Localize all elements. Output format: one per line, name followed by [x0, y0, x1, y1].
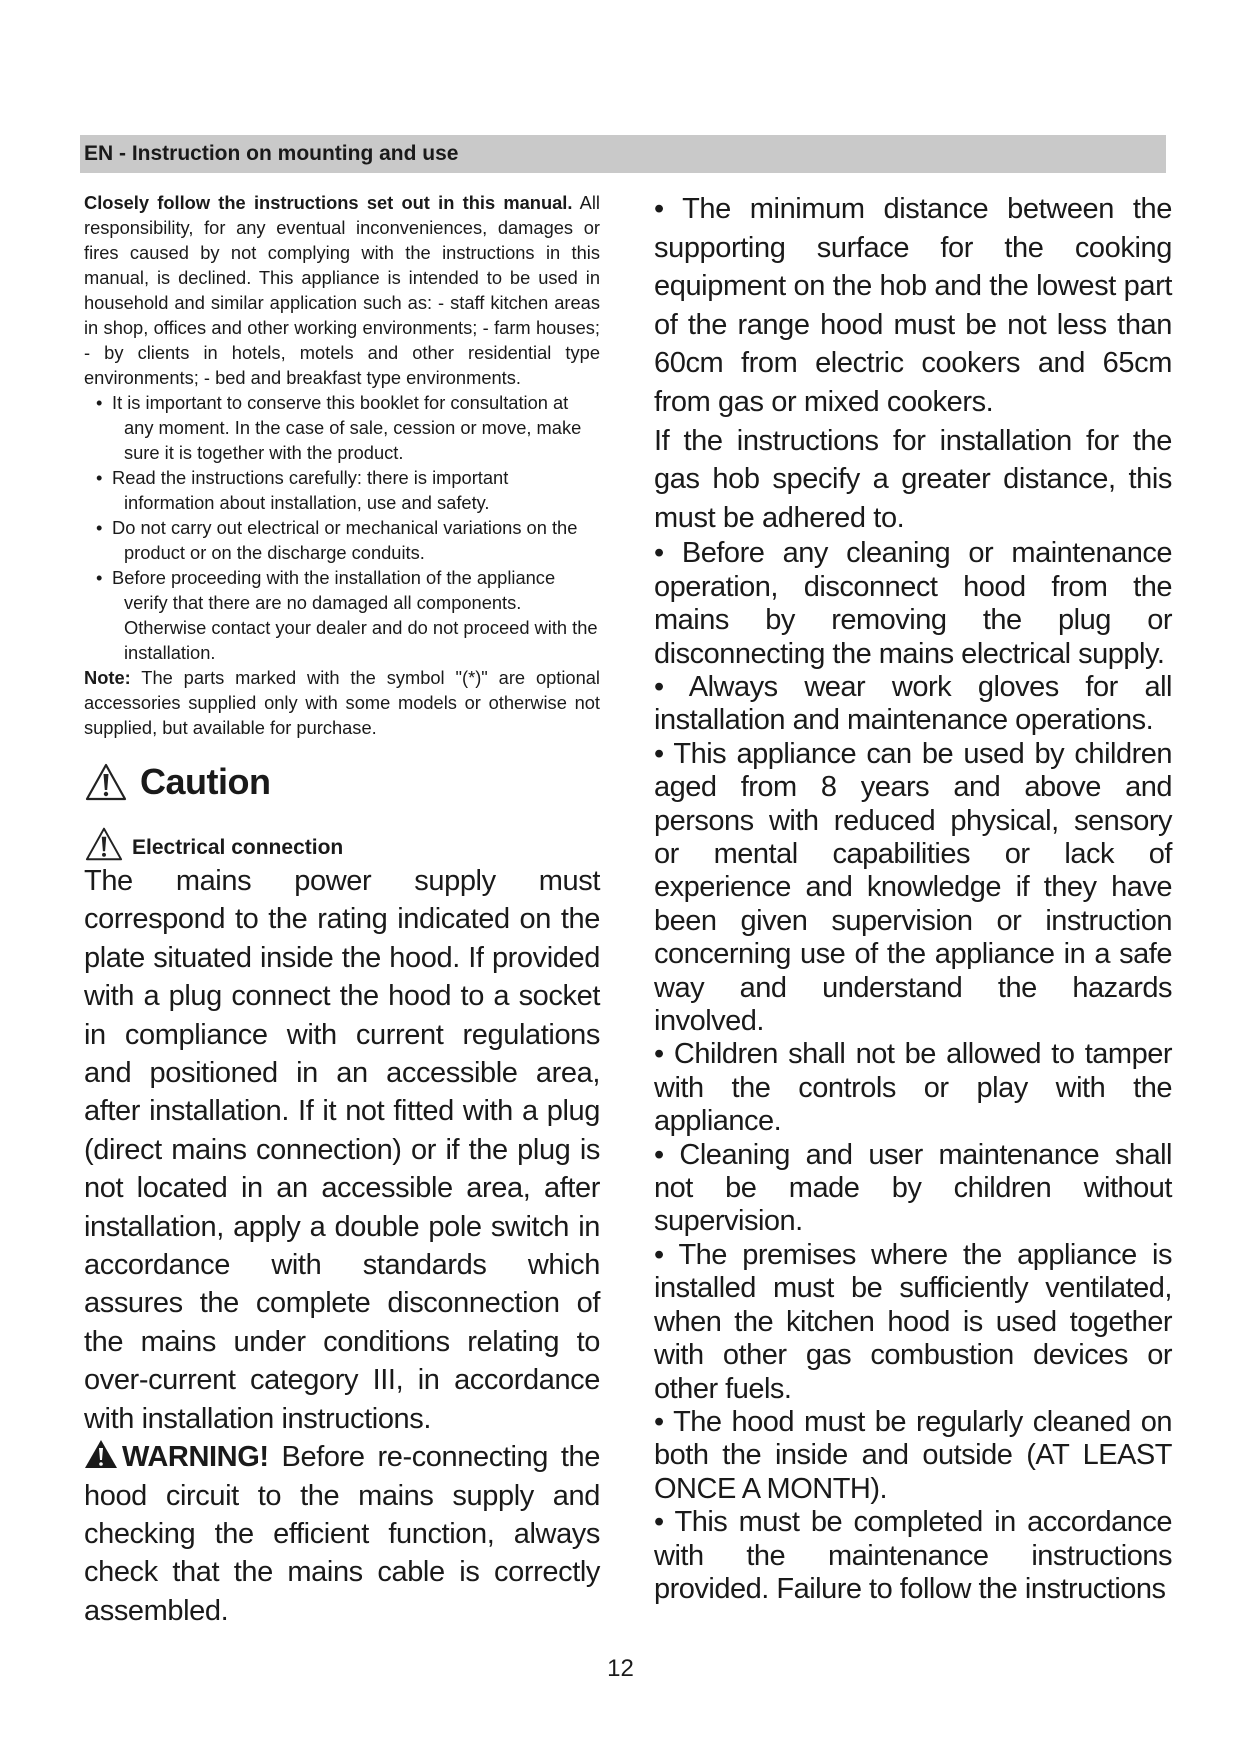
list-item	[84, 515, 600, 565]
caution-title: Caution	[140, 761, 271, 802]
list-item	[84, 390, 600, 465]
list-item	[84, 465, 600, 515]
electrical-connection-title: Electrical connection	[132, 836, 344, 859]
intro-bold-lead: Closely follow the instructions set out in this manual.	[84, 192, 573, 213]
regular-cleaning-paragraph: • The hood must be regularly cleaned on both the inside and outside (AT LEAST ONCE A MONTH).	[654, 1405, 1172, 1505]
note-label: Note:	[84, 667, 131, 688]
warning-triangle-icon	[84, 762, 128, 802]
gloves-paragraph: • Always wear work gloves for all installation and maintenance operations.	[654, 670, 1172, 737]
intro-paragraph	[84, 190, 600, 390]
warning-triangle-icon	[84, 826, 124, 862]
left-column	[84, 190, 600, 1630]
caution-heading	[84, 756, 600, 808]
warning-label: WARNING!	[122, 1441, 269, 1474]
bullet-text: Read the instructions carefully: there is important information about installation, use and safety.	[112, 467, 509, 513]
note-paragraph	[84, 665, 600, 740]
maintenance-instructions-paragraph: • This must be completed in accordance with the maintenance instructions provided. Failure to follow the instructions	[654, 1506, 1172, 1605]
section-header-title: EN - Instruction on mounting and use	[84, 142, 459, 165]
bullet-dot: •	[96, 517, 103, 538]
bullet-text: Do not carry out electrical or mechanical variations on the product or on the discharge conduits.	[112, 517, 578, 563]
electrical-connection-heading	[84, 822, 600, 862]
ventilation-paragraph: • The premises where the appliance is installed must be sufficiently ventilated, when the kitchen hood is used together with other gas combustion devices or other fuels.	[654, 1238, 1172, 1405]
children-tamper-paragraph: • Children shall not be allowed to tamper with the controls or play with the appliance.	[654, 1038, 1172, 1138]
cleaning-disconnect-paragraph: • Before any cleaning or maintenance operation, disconnect hood from the mains by removing the plug or disconnecting the mains electrical supply.	[654, 537, 1172, 670]
instruction-bullet-list	[84, 390, 600, 665]
right-column	[654, 190, 1172, 1606]
min-distance-paragraph: • The minimum distance between the supporting surface for the cooking equipment on the hob and the lowest part of the range hood must be not less than 60cm from electric cookers and 65cm from gas or mixed cookers.	[654, 193, 1172, 418]
bullet-text: It is important to conserve this booklet for consultation at any moment. In the case of sale, cession or move, make sure it is together with the product.	[112, 392, 582, 463]
children-usage-paragraph: • This appliance can be used by children aged from 8 years and above and persons with reduced physical, sensory or mental capabilities or lack of experience and knowledge if they have been given supervision or instruction concerning use of the appliance in a safe way and understand the hazards involved.	[654, 737, 1172, 1038]
bullet-dot: •	[96, 467, 103, 488]
page-number: 12	[607, 1655, 634, 1682]
warning-paragraph	[84, 1438, 600, 1630]
section-header	[80, 135, 1166, 173]
gas-hob-paragraph: If the instructions for installation for the gas hob specify a greater distance, this must be adhered to.	[654, 424, 1172, 534]
children-cleaning-paragraph: • Cleaning and user maintenance shall not be made by children without supervision.	[654, 1138, 1172, 1238]
list-item	[84, 565, 600, 665]
bullet-dot: •	[96, 392, 103, 413]
intro-text: All responsibility, for any eventual inconveniences, damages or fires caused by not complying with the instructions in this manual, is declined. This appliance is intended to be used in household and similar application such as: - staff kitchen areas in shop, offices and other working environments; - farm houses; - by clients in hotels, motels and other residential type environments; - bed and breakfast type environments.	[84, 192, 600, 388]
note-text: The parts marked with the symbol "(*)" are optional accessories supplied only with some models or otherwise not supplied, but available for purchase.	[84, 667, 600, 738]
warning-text: Before re-connecting the hood circuit to the mains supply and checking the efficient function, always check that the mains cable is correctly assembled.	[84, 1441, 600, 1627]
bullet-dot: •	[96, 567, 103, 588]
bullet-text: Before proceeding with the installation of the appliance verify that there are no damaged all components. Otherwise contact your dealer and do not proceed with the installation.	[112, 567, 598, 663]
warning-filled-icon	[84, 1439, 118, 1469]
electrical-connection-text: The mains power supply must correspond to the rating indicated on the plate situated inside the hood. If provided with a plug connect the hood to a socket in compliance with current regulations and positioned in an accessible area, after installation. If it not fitted with a plug (direct mains connection) or if the plug is not located in an accessible area, after installation, apply a double pole switch in accordance with standards which assures the complete disconnection of the mains under conditions relating to over-current category III, in accordance with installation instructions.	[84, 865, 600, 1435]
